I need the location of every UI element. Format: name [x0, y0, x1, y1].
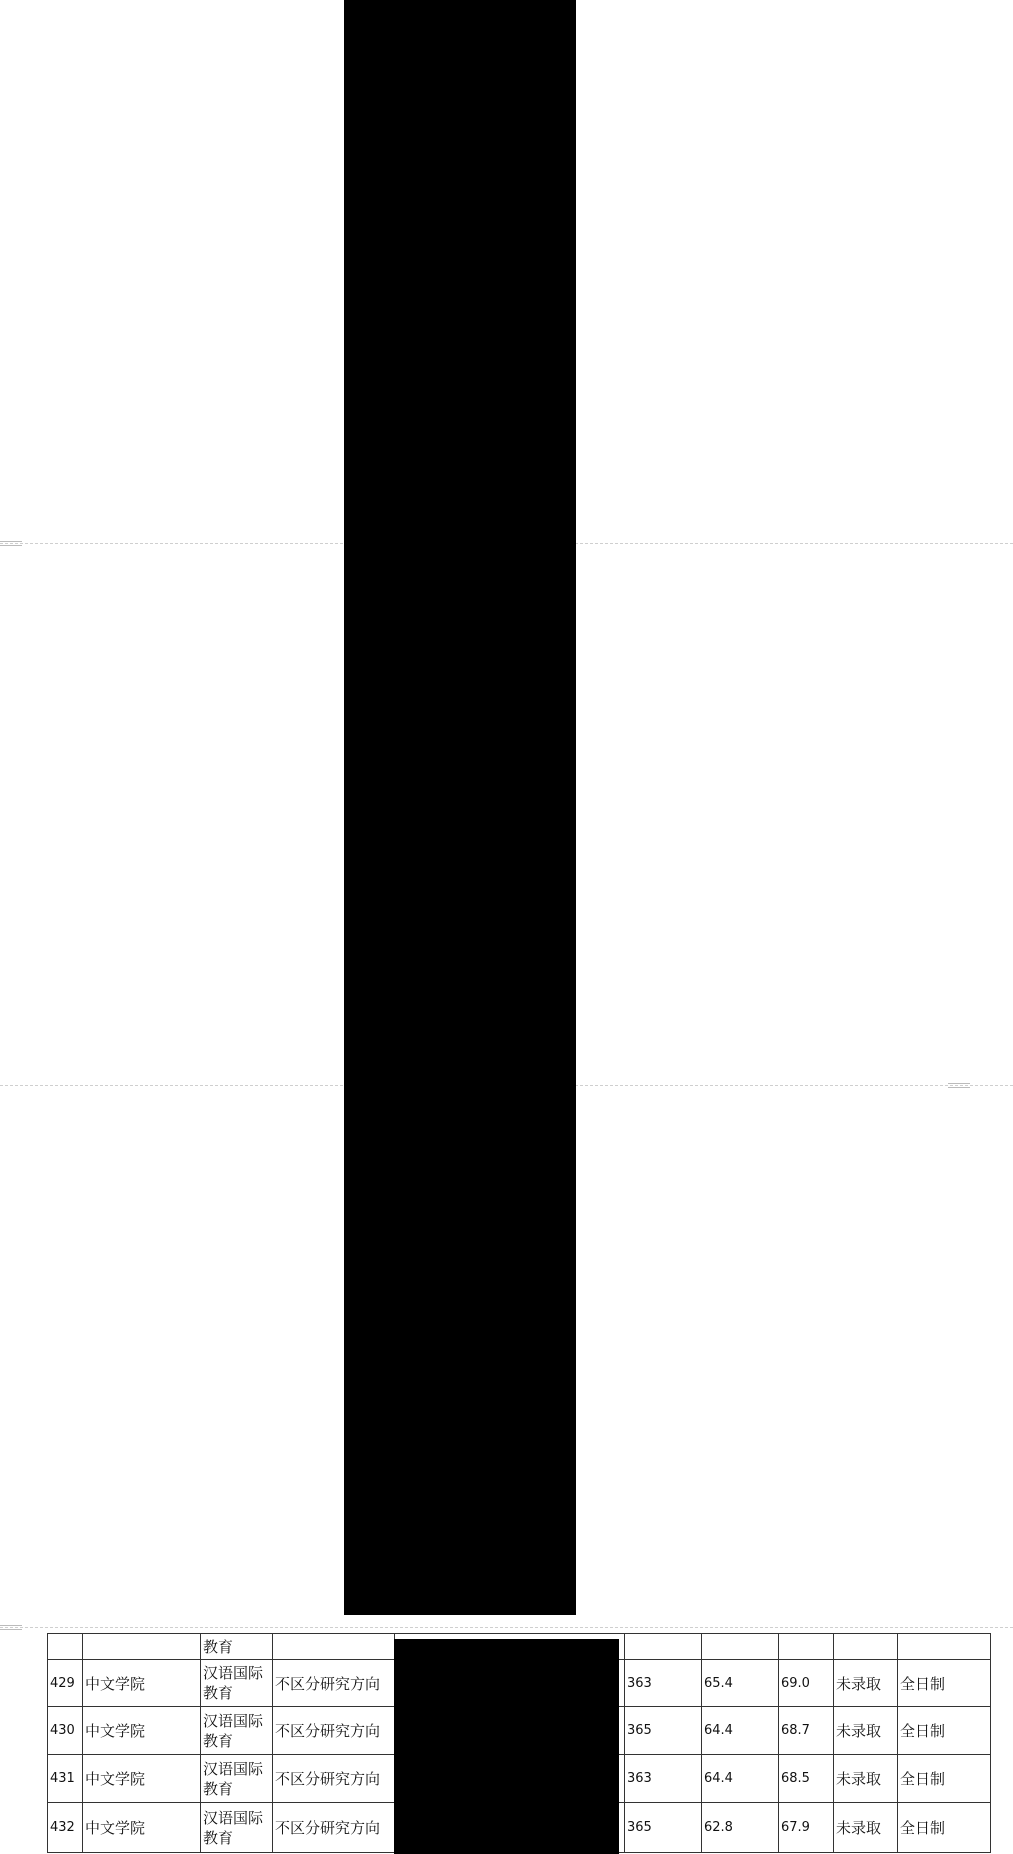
cell-status: 未录取	[834, 1803, 898, 1853]
cell-retest	[702, 1634, 779, 1660]
cell-major: 汉语国际教育	[201, 1803, 273, 1853]
redaction-bar	[344, 0, 576, 710]
cell-initial: 363	[625, 1755, 702, 1803]
cell-no: 430	[48, 1707, 83, 1755]
cell-initial	[625, 1634, 702, 1660]
cell-retest: 65.4	[702, 1660, 779, 1707]
cell-initial: 365	[625, 1707, 702, 1755]
cell-major: 汉语国际教育	[201, 1707, 273, 1755]
cell-retest: 62.8	[702, 1803, 779, 1853]
cell-major: 汉语国际教育	[201, 1660, 273, 1707]
cell-mode	[898, 1634, 991, 1660]
cell-college	[83, 1634, 201, 1660]
cell-mode: 全日制	[898, 1660, 991, 1707]
cell-total: 68.7	[779, 1707, 834, 1755]
cell-direction	[273, 1634, 395, 1660]
cell-total	[779, 1634, 834, 1660]
cell-total: 67.9	[779, 1803, 834, 1853]
cell-status: 未录取	[834, 1707, 898, 1755]
cell-direction: 不区分研究方向	[273, 1707, 395, 1755]
cell-college: 中文学院	[83, 1755, 201, 1803]
page-break-marker	[0, 1625, 22, 1630]
cell-no: 431	[48, 1755, 83, 1803]
redaction-bar	[344, 710, 576, 1615]
cell-no	[48, 1634, 83, 1660]
cell-status: 未录取	[834, 1755, 898, 1803]
cell-major: 教育	[201, 1634, 273, 1660]
redaction-bar	[394, 1639, 619, 1854]
cell-direction: 不区分研究方向	[273, 1803, 395, 1853]
cell-college: 中文学院	[83, 1803, 201, 1853]
cell-retest: 64.4	[702, 1755, 779, 1803]
cell-total: 68.5	[779, 1755, 834, 1803]
page-break-divider	[0, 1627, 1013, 1628]
cell-major: 汉语国际教育	[201, 1755, 273, 1803]
cell-retest: 64.4	[702, 1707, 779, 1755]
page-break-marker	[948, 1083, 970, 1088]
cell-total: 69.0	[779, 1660, 834, 1707]
cell-college: 中文学院	[83, 1707, 201, 1755]
cell-mode: 全日制	[898, 1803, 991, 1853]
cell-direction: 不区分研究方向	[273, 1660, 395, 1707]
cell-college: 中文学院	[83, 1660, 201, 1707]
cell-initial: 365	[625, 1803, 702, 1853]
cell-status: 未录取	[834, 1660, 898, 1707]
cell-no: 429	[48, 1660, 83, 1707]
cell-status	[834, 1634, 898, 1660]
cell-direction: 不区分研究方向	[273, 1755, 395, 1803]
cell-mode: 全日制	[898, 1755, 991, 1803]
cell-no: 432	[48, 1803, 83, 1853]
cell-initial: 363	[625, 1660, 702, 1707]
cell-mode: 全日制	[898, 1707, 991, 1755]
page-break-marker	[0, 541, 22, 546]
